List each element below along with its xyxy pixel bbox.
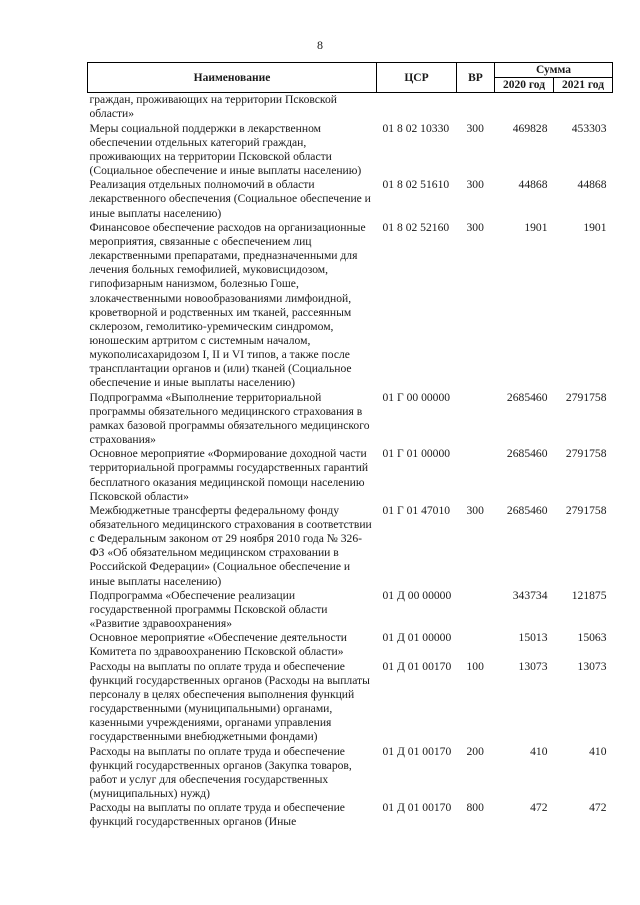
row-vr: 300: [466, 121, 484, 135]
header-csr: ЦСР: [377, 63, 457, 93]
row-vr: 100: [466, 659, 484, 673]
table-row: [88, 660, 613, 745]
row-vr: 300: [466, 503, 484, 517]
table-row: [88, 221, 613, 391]
row-name: Меры социальной поддержки в лекарственном обеспечении отдельных категорий граждан, проживающих на территории Псковской области (Социальное обеспечение и иные выплаты населению): [89, 121, 362, 178]
row-sum-2021: 44868: [577, 178, 607, 192]
table-row: [88, 801, 613, 829]
row-vr: [457, 447, 495, 504]
row-sum-2021: 2791758: [565, 390, 607, 404]
row-csr: 01 8 02 52160: [382, 220, 450, 234]
row-name: граждан, проживающих на территории Псковской области»: [89, 93, 337, 121]
row-sum-2020: 343734: [512, 588, 548, 602]
row-name: Основное мероприятие «Формирование доходной части территориальной программы государственных гарантий бесплатного оказания медицинской помощи населению Псковской области»: [89, 447, 369, 503]
row-vr: 300: [466, 220, 484, 234]
row-name: Межбюджетные трансферты федеральному фонду обязательного медицинского страхования в соответствии с Федеральным законом от 29 ноября 2010 года № 326-ФЗ «Об обязательном медицинском страховании в Российской Федерации» (Социальное обеспечение и иные выплаты населению): [89, 503, 372, 588]
row-sum-2020: 469828: [512, 121, 548, 135]
header-name: Наименование: [88, 63, 377, 93]
row-sum-2021: 15063: [577, 631, 607, 645]
table-row: [88, 447, 613, 504]
row-csr: [377, 93, 457, 122]
table-header: [88, 63, 613, 93]
row-csr: 01 Д 01 00170: [382, 659, 452, 673]
row-vr: [457, 589, 495, 631]
table-row: [88, 178, 613, 220]
row-csr: 01 8 02 10330: [382, 121, 450, 135]
row-name: Подпрограмма «Выполнение территориальной программы обязательного медицинского страхования в рамках базовой программы обязательного медицинского страхования»: [89, 390, 370, 447]
table-row: [88, 631, 613, 659]
table-row: [88, 589, 613, 631]
row-vr: 300: [466, 178, 484, 192]
table-row: [88, 391, 613, 448]
row-sum-2021: 2791758: [565, 447, 607, 461]
page-number: 8: [317, 38, 323, 52]
row-name: Финансовое обеспечение расходов на организационные мероприятия, связанные с обеспечением лиц лекарственными препаратами, предназначенными для лечения больных гемофилией, муковисцидозом, гипофизарным нанизмом, болезнью Гоше, злокачественными новообразованиями лимфоидной, кроветворной и родственных им тканей, рассеянным склерозом, гемолитико-уремическим синдромом, юношеским артритом с системным началом, мукополисахаридозом I, II и VI типов, а также после трансплантации органов и (или) тканей (Социальное обеспечение и иные выплаты населению): [89, 220, 366, 390]
row-sum-2021: 121875: [571, 588, 607, 602]
row-sum-2021: 13073: [577, 659, 607, 673]
row-sum-2020: 13073: [518, 659, 548, 673]
header-sum: Сумма: [495, 63, 613, 78]
row-vr: 200: [466, 744, 484, 758]
header-vr: ВР: [457, 63, 495, 93]
header-year-2020: 2020 год: [495, 78, 554, 93]
table-row: [88, 93, 613, 122]
row-sum-2020: 410: [530, 744, 548, 758]
table-row: [88, 504, 613, 589]
budget-table: [87, 62, 613, 829]
row-name: Подпрограмма «Обеспечение реализации государственной программы Псковской области «Развитие здравоохранения»: [89, 588, 328, 631]
row-vr: [457, 391, 495, 448]
row-sum-2021: 453303: [571, 121, 607, 135]
row-sum-2021: 2791758: [565, 503, 607, 517]
row-sum-2021: [554, 93, 613, 122]
row-csr: 01 Д 01 00170: [382, 801, 452, 815]
row-csr: 01 Г 00 00000: [382, 390, 451, 404]
table-row: [88, 745, 613, 802]
row-sum-2021: 1901: [583, 220, 607, 234]
row-vr: [457, 93, 495, 122]
row-sum-2021: 410: [589, 744, 607, 758]
row-sum-2020: 1901: [524, 220, 548, 234]
table-row: [88, 122, 613, 179]
row-sum-2020: 2685460: [506, 447, 548, 461]
row-sum-2020: 2685460: [506, 390, 548, 404]
header-year-2021: 2021 год: [554, 78, 613, 93]
row-csr: 01 Д 01 00170: [382, 744, 452, 758]
row-csr: 01 Д 01 00000: [382, 631, 452, 645]
row-vr: [457, 631, 495, 659]
row-sum-2020: 2685460: [506, 503, 548, 517]
row-vr: 800: [466, 801, 484, 815]
row-name: Расходы на выплаты по оплате труда и обеспечение функций государственных органов (Закупка товаров, работ и услуг для обеспечения государственных (муниципальных) нужд): [89, 744, 352, 800]
row-sum-2020: 44868: [518, 178, 548, 192]
row-sum-2020: 472: [530, 801, 548, 815]
row-name: Расходы на выплаты по оплате труда и обеспечение функций государственных органов (Расходы на выплаты персоналу в целях обеспечения выполнения функций государственными (муниципальными) органами, казенными учреждениями, органами управления государственными внебюджетными фондами): [89, 659, 370, 744]
row-csr: 01 Г 01 00000: [382, 447, 451, 461]
row-sum-2021: 472: [589, 801, 607, 815]
row-name: Основное мероприятие «Обеспечение деятельности Комитета по здравоохранению Псковской области»: [89, 631, 347, 659]
table-body: [88, 93, 613, 830]
row-csr: 01 8 02 51610: [382, 178, 450, 192]
row-name: Реализация отдельных полномочий в области лекарственного обеспечения (Социальное обеспечение и иные выплаты населению): [89, 178, 371, 220]
row-name: Расходы на выплаты по оплате труда и обеспечение функций государственных органов (Иные: [89, 801, 345, 829]
row-csr: 01 Д 00 00000: [382, 588, 452, 602]
row-sum-2020: 15013: [518, 631, 548, 645]
row-sum-2020: [495, 93, 554, 122]
row-csr: 01 Г 01 47010: [382, 503, 451, 517]
